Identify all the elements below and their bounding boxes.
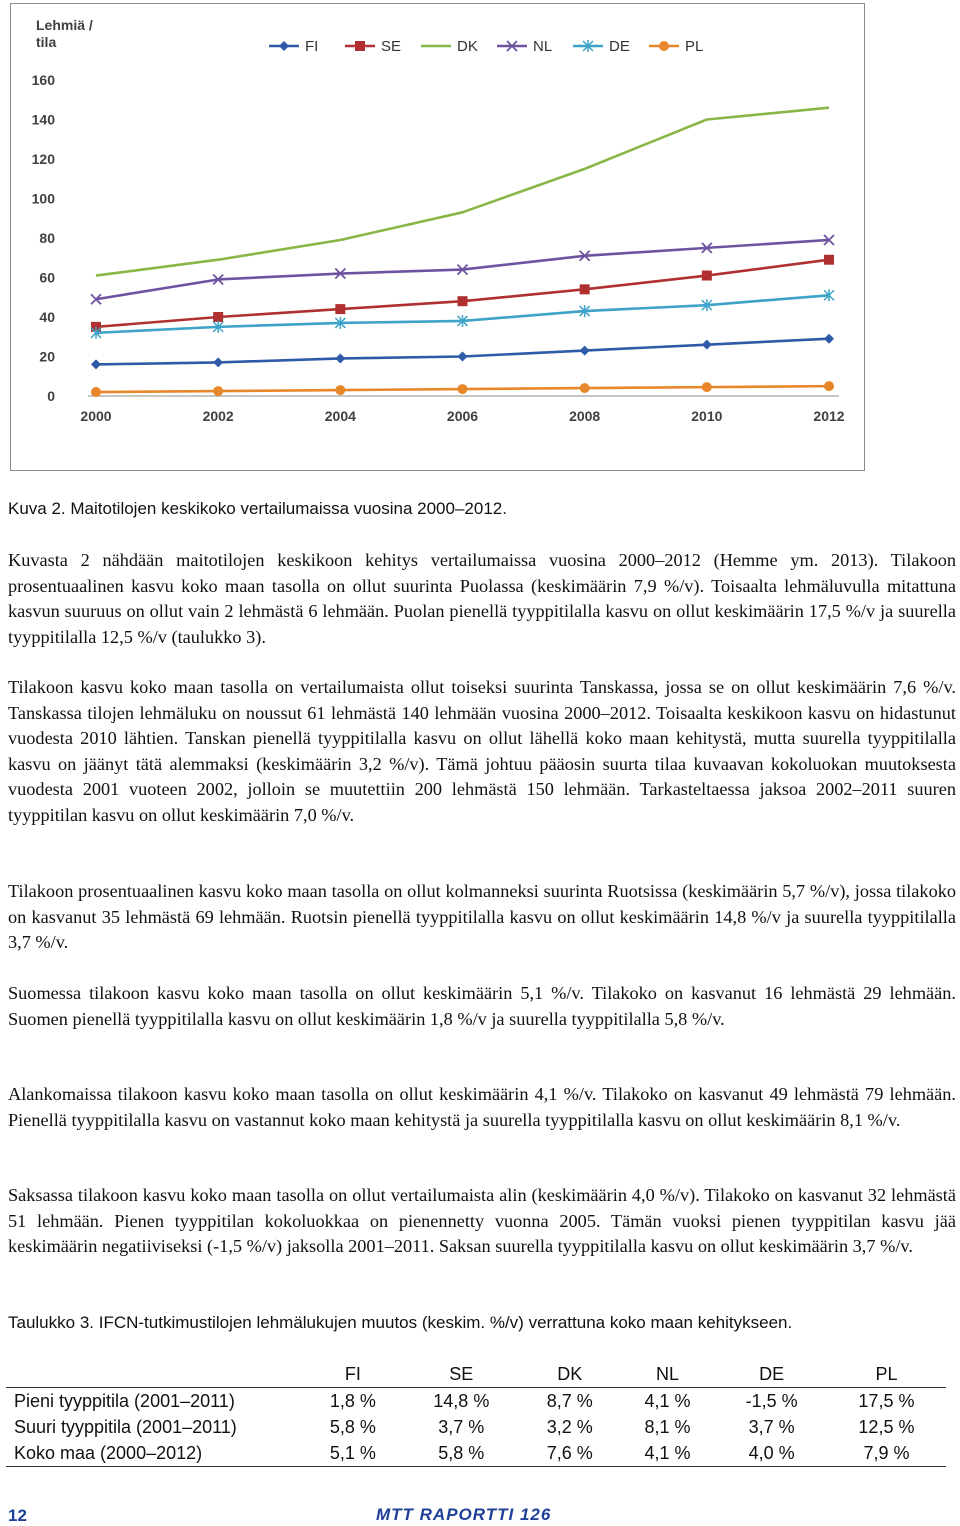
data-point-pl [213, 386, 223, 396]
table-cell: 1,8 % [329, 1391, 376, 1411]
page-number: 12 [8, 1506, 27, 1525]
data-point-pl [702, 382, 712, 392]
y-tick-label: 140 [31, 111, 55, 128]
paragraph: Saksassa tilakoon kasvu koko maan tasolla on ollut vertailumaista alin (keskimäärin 4,0 %/v). Tilakoko on kasvanut 32 lehmästä 51 lehmään. Pienen tyyppitilan kokoluokkaa on pienennetty vuonna 2005. Tämän vuoksi pienen tyyppitilan kasvu jää keskimäärin negatiiviseksi (-1,5 %/v) jaksolla 2001–2011. Saksan suurella tyyppitilalla kasvu on ollut keskimäärin 3,7 %/v. [8, 1185, 956, 1256]
data-point-se [580, 284, 590, 294]
data-point-fi [335, 353, 345, 363]
table-header-cell [6, 1361, 304, 1388]
table-header-row [6, 1361, 946, 1388]
table-cell: 5,8 % [329, 1417, 376, 1437]
y-tick-label: 100 [31, 190, 55, 207]
table-header-cell: DK [557, 1364, 583, 1384]
table-cell: 3,7 % [438, 1417, 485, 1437]
legend-label-pl: PL [685, 38, 704, 55]
table-caption: Taulukko 3. IFCN-tutkimustilojen lehmälukujen muutos (keskim. %/v) verrattuna koko maan kehitykseen. [8, 1313, 793, 1332]
y-tick-label: 160 [31, 72, 55, 88]
table-cell: 4,0 % [748, 1443, 795, 1463]
data-point-se [702, 271, 712, 281]
table-row-label: Koko maa (2000–2012) [14, 1443, 203, 1463]
paragraph: Suomessa tilakoon kasvu koko maan tasolla on ollut keskimäärin 5,1 %/v. Tilakoko on kasvanut 16 lehmästä 29 lehmään. Suomen pienellä tyyppitilalla kasvu on ollut keskimäärin 1,8 %/v ja suurella tyyppitilalla 5,8 %/v. [8, 983, 956, 1029]
table-header-cell: PL [875, 1364, 898, 1384]
x-tick-label: 2002 [202, 408, 234, 424]
line-chart [11, 4, 864, 470]
report-series-logo: MTT RAPORTTI 126 [376, 1505, 552, 1524]
table-row [6, 1414, 946, 1440]
x-tick-label: 2008 [569, 408, 601, 424]
data-point-se [824, 255, 834, 265]
table-row [6, 1440, 946, 1467]
x-tick-label: 2010 [691, 408, 723, 424]
table-header-cell: NL [655, 1364, 679, 1384]
y-tick-label: 80 [39, 230, 55, 246]
legend-label-nl: NL [533, 38, 553, 55]
y-axis-title: Lehmiä / [36, 17, 93, 33]
data-point-pl [458, 384, 468, 394]
legend-label-fi: FI [305, 38, 319, 55]
paragraph: Tilakoon kasvu koko maan tasolla on vertailumaista ollut toiseksi suurinta Tanskassa, jossa se on ollut keskimäärin 7,6 %/v. Tanskassa tilojen lehmäluku on noussut 61 lehmästä 140 lehmään vuosina 2000–2012. Toisaalta keskikoon kasvu on hidastunut vuodesta 2010 lähtien. Tanskan pienellä tyyppitilalla kasvu on ollut lähellä koko maan kehitystä, mutta suurella tyyppitilalla kasvu on jäänyt tätä alemmaksi (keskimäärin 3,2 %/v). Tämä johtuu pääosin suurta tilaa kuvaavan kokoluokan muutoksesta vuodesta 2001 vuoteen 2002, jolloin se muutettiin 200 lehmästä 150 lehmään. Tarkasteltaessa jaksoa 2002–2011 suuren tyyppitilan kasvu on ollut keskimäärin 7,0 %/v. [8, 677, 956, 825]
table-cell: 7,6 % [546, 1443, 593, 1463]
table-cell: 4,1 % [644, 1443, 691, 1463]
table-header-cell: SE [449, 1364, 474, 1384]
table-cell: -1,5 % [745, 1391, 798, 1411]
table-row-label: Suuri tyyppitila (2001–2011) [14, 1417, 237, 1437]
data-point-fi [702, 340, 712, 350]
data-point-pl [335, 385, 345, 395]
legend-label-dk: DK [457, 38, 478, 55]
legend-marker-fi [279, 41, 289, 51]
legend-marker-se [355, 41, 365, 51]
data-point-fi [580, 346, 590, 356]
y-tick-label: 20 [39, 348, 55, 365]
x-tick-label: 2004 [324, 408, 356, 424]
legend-marker-pl [659, 41, 669, 51]
data-point-pl [91, 387, 101, 397]
y-tick-label: 120 [31, 151, 55, 167]
data-point-pl [824, 381, 834, 391]
table-cell: 17,5 % [858, 1391, 915, 1411]
table-cell: 5,1 % [329, 1443, 376, 1463]
table-cell: 8,1 % [644, 1417, 691, 1437]
table-cell: 3,7 % [748, 1417, 795, 1437]
table-header-cell: FI [344, 1364, 361, 1384]
data-point-fi [213, 357, 223, 367]
comparison-table [6, 1361, 946, 1467]
x-tick-label: 2000 [80, 408, 112, 424]
paragraph: Kuvasta 2 nähdään maitotilojen keskikoon kehitys vertailumaissa vuosina 2000–2012 (Hemme ym. 2013). Tilakoon prosentuaalinen kasvu koko maan tasolla on ollut suurinta Puolassa (keskimäärin 7,9 %/v). Toisaalta lehmäluvulla mitattuna kasvun suuruus on ollut vain 2 lehmästä 6 lehmään. Puolan pienellä tyyppitilalla kasvu on ollut keskimäärin 17,5 %/v ja suurella tyyppitilalla 12,5 %/v (taulukko 3). [8, 550, 956, 647]
table-cell: 4,1 % [644, 1391, 691, 1411]
figure-caption: Kuva 2. Maitotilojen keskikoko vertailumaissa vuosina 2000–2012. [8, 499, 507, 518]
table-cell: 14,8 % [433, 1391, 490, 1411]
legend-label-se: SE [381, 38, 402, 55]
table-header-cell: DE [759, 1364, 785, 1384]
table-cell: 8,7 % [546, 1391, 593, 1411]
paragraph: Alankomaissa tilakoon kasvu koko maan tasolla on ollut keskimäärin 4,1 %/v. Tilakoko on kasvanut 49 lehmästä 79 lehmään. Pienellä tyyppitilalla kasvu on vastannut koko maan kehitystä ja suurella tyyppitilalla kasvu on ollut keskimäärin 8,1 %/v. [8, 1084, 956, 1130]
x-tick-label: 2012 [813, 408, 845, 424]
series-line-dk [96, 108, 829, 276]
y-axis-title: tila [36, 34, 57, 50]
table-row-label: Pieni tyyppitila (2001–2011) [14, 1391, 235, 1411]
table-cell: 3,2 % [546, 1417, 593, 1437]
table-cell: 5,8 % [438, 1443, 485, 1463]
table-row [6, 1388, 946, 1415]
y-tick-label: 60 [39, 269, 55, 286]
data-point-se [458, 296, 468, 306]
data-point-se [335, 304, 345, 314]
paragraph: Tilakoon prosentuaalinen kasvu koko maan tasolla on ollut kolmanneksi suurinta Ruotsissa (keskimäärin 5,7 %/v), jossa tilakoko on kasvanut 35 lehmästä 69 lehmään. Ruotsin pienellä tyyppitilalla kasvu on ollut keskimäärin 14,8 %/v ja suurella tyyppitilalla 3,7 %/v. [8, 881, 956, 952]
data-point-fi [824, 334, 834, 344]
legend-label-de: DE [609, 38, 630, 55]
data-point-pl [580, 383, 590, 393]
y-tick-label: 0 [47, 388, 55, 404]
data-point-fi [91, 359, 101, 369]
data-point-fi [458, 352, 468, 362]
data-point-se [213, 312, 223, 322]
table-cell: 7,9 % [863, 1443, 910, 1463]
x-tick-label: 2006 [446, 408, 479, 424]
y-tick-label: 40 [39, 309, 55, 325]
table-cell: 12,5 % [858, 1417, 915, 1437]
figure-chart-frame [10, 3, 865, 471]
